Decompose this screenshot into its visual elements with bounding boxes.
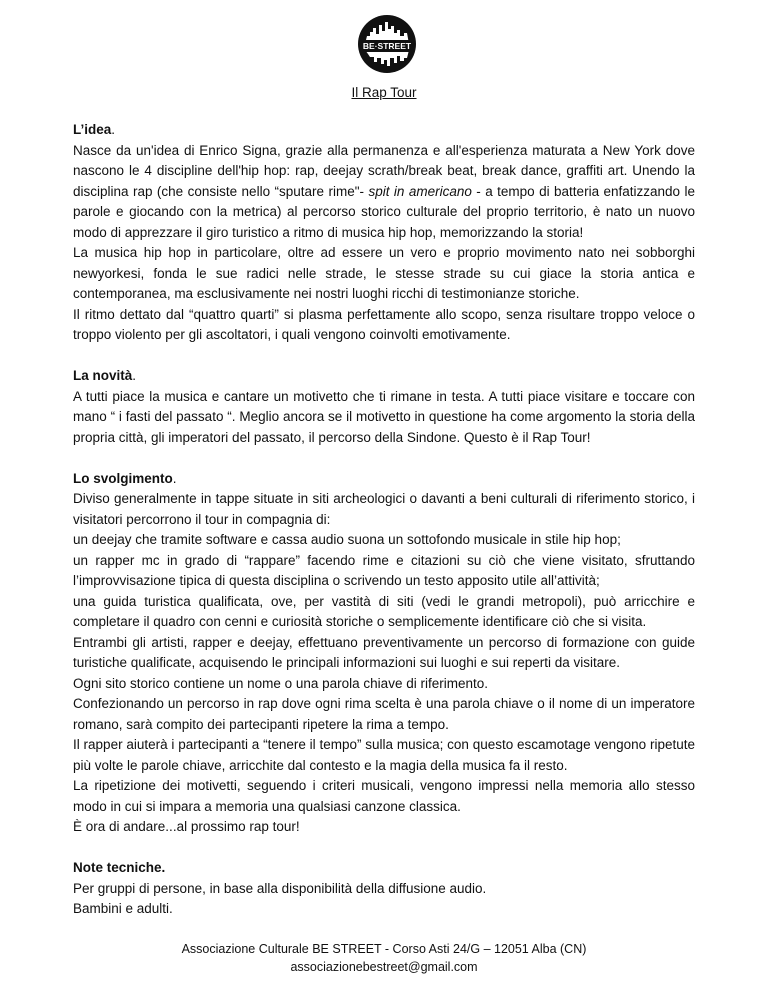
note-paragraph-1: Per gruppi di persone, in base alla disponibilità della diffusione audio.: [73, 880, 487, 896]
svolgimento-paragraph: un rapper mc in grado di “rappare” facendo rime e citazioni su ciò che viene visitato, sfruttando l’improvvisazione tipica di questa disciplina o scrivendo un testo apposito utile all’attività;: [73, 552, 695, 588]
svolgimento-paragraph: una guida turistica qualificata, ove, per vastità di siti (vedi le grandi metropoli), può arricchire e completare il quadro con cenni e curiosità storiche o semplicemente identificare ciò che si visita.: [73, 593, 695, 629]
novita-paragraph-1: A tutti piace la musica e cantare un motivetto che ti rimane in testa. A tutti piace visitare e toccare con mano “ i fasti del passato “. Meglio ancora se il motivetto in questione ha come argomento la storia della propria città, gli imperatori del passato, il percorso della Sindone. Questo è il Rap Tour!: [73, 388, 695, 445]
note-paragraph-2: Bambini e adulti.: [73, 901, 173, 916]
svolgimento-paragraph: La ripetizione dei motivetti, seguendo i criteri musicali, vengono impressi nella memoria allo stesso modo in cui si impara a memoria una qualsiasi canzone classica.: [73, 778, 695, 814]
footer-address: Associazione Culturale BE STREET - Corso Asti 24/G – 12051 Alba (CN): [181, 942, 587, 956]
document-body: L’idea. Nasce da un'idea di Enrico Signa, grazie alla permanenza e all'esperienza maturata a New York dove nascono le 4 discipline dell'hip hop: rap, deejay scrath/break beat, break dance, graffiti art. Unendo la disciplina rap (che consiste nello “sputare rime"- spit in americano - a tempo di batteria enfatizzando le parole e giocando con la metrica) al percorso storico culturale del proprio territorio, è nato un nuovo modo di apprezzare il giro turistico a ritmo di musica hip hop, memorizzando la storia! La musica hip hop in particolare, oltre ad essere un vero e proprio movimento nato nei sobborghi newyorkesi, fonda le sue radici nelle strade, le stesse strade su cui giace la storia antica e contemporanea, ma esclusivamente nei nostri luoghi ricchi di testimonianze storiche. Il ritmo dettato dal “quattro quarti” si plasma perfettamente allo scopo, senza risultare troppo veloce o troppo violento per gli ascoltatori, i quali vengono coinvolti emotivamente. La novità. A tutti piace la musica e cantare un motivetto che ti rimane in testa. A tutti piace visitare e toccare con mano “ i fasti del passato “. Meglio ancora se il motivetto in questione ha come argomento la storia della propria città, gli imperatori del passato, il percorso della Sindone. Questo è il Rap Tour! Lo svolgimento. Diviso generalmente in tappe situate in siti archeologici o davanti a beni culturali di riferimento storico, i visitatori percorrono il tour in compagnia di: un deejay che tramite software e cassa audio suona un sottofondo musicale in stile hip hop; un rapper mc in grado di “rappare” facendo rime e citazioni su ciò che viene visitato, sfruttando l’improvvisazione tipica di questa disciplina o scrivendo un testo apposito utile all’attività; una guida turistica qualificata, ove, per vastità di siti (vedi le grandi metropoli), può arricchire e completare il quadro con cenni e curiosità storiche o semplicemente identificare ciò che si visita. Entrambi gli artisti, rapper e deejay, effettuano preventivamente un percorso di formazione con guide turistiche qualificate, acquisendo le principali informazioni sui luoghi e sui reperti da visitare. Ogni sito storico contiene un nome o una parola chiave di riferimento. Confezionando un percorso in rap dove ogni rima scelta è una parola chiave o il nome di un imperatore romano, sarà compito dei partecipanti ripetere la rima a tempo. Il rapper aiuterà i partecipanti a “tenere il tempo” sulla musica; con questo escamotage vengono ripetute più volte le parole chiave, arricchite dal contesto e la magia della musica fa il resto. La ripetizione dei motivetti, seguendo i criteri musicali, vengono impressi nella memoria allo stesso modo in cui si impara a memoria una qualsiasi canzone classica. È ora di andare...al prossimo rap tour! Note tecniche. Per gruppi di persone, in base alla disponibilità della diffusione audio. Bambini e adulti.: [73, 120, 695, 920]
idea-paragraph-1: [73, 141, 695, 244]
svolgimento-paragraph: un deejay che tramite software e cassa audio suona un sottofondo musicale in stile hip hop;: [73, 532, 621, 547]
idea-paragraph-2: La musica hip hop in particolare, oltre ad essere un vero e proprio movimento nato nei sobborghi newyorkesi, fonda le sue radici nelle strade, le stesse strade su cui giace la storia antica e contemporanea, ma esclusivamente nei nostri luoghi ricchi di testimonianze storiche.: [73, 245, 695, 301]
svolgimento-paragraph: Il rapper aiuterà i partecipanti a “tenere il tempo” sulla musica; con questo escamotage vengono ripetute più volte le parole chiave, arricchite dal contesto e la magia della musica fa il resto.: [73, 737, 695, 773]
logo-text: BE·STREET: [362, 41, 412, 51]
svolgimento-paragraph: È ora di andare...al prossimo rap tour!: [73, 819, 300, 834]
svolgimento-paragraph: Diviso generalmente in tappe situate in siti archeologici o davanti a beni culturali di riferimento storico, i visitatori percorrono il tour in compagnia di:: [73, 491, 695, 527]
section-heading-idea: L’idea: [73, 122, 112, 137]
svolgimento-paragraph: Entrambi gli artisti, rapper e deejay, effettuano preventivamente un percorso di formazione con guide turistiche qualificate, acquisendo le principali informazioni sui luoghi e sui reperti da visitare.: [73, 634, 695, 670]
idea-text-part1: Nasce da un'idea di Enrico Signa, grazie alla permanenza e all'esperienza maturata a New York dove nascono le 4 discipline dell'hip hop: rap, deejay scrath/break beat, break dance, graffiti art. Unendo la disciplina rap (che consiste nello “sputare rime"-: [73, 142, 695, 199]
footer-email: associazionebestreet@gmail.com: [290, 960, 478, 974]
be-street-logo: [357, 14, 417, 74]
section-heading-novita: La novità: [73, 368, 133, 383]
idea-text-part2: - a tempo di batteria enfatizzando le parole e giocando con la metrica) al percorso storico culturale del proprio territorio, è nato un nuovo modo di apprezzare il giro turistico a ritmo di musica hip hop, memorizzando la storia!: [73, 183, 695, 240]
idea-paragraph-3: Il ritmo dettato dal “quattro quarti” si plasma perfettamente allo scopo, senza risultare troppo veloce o troppo violento per gli ascoltatori, i quali vengono coinvolti emotivamente.: [73, 306, 695, 342]
idea-text-italic: spit in americano: [368, 183, 472, 199]
svolgimento-paragraph: Ogni sito storico contiene un nome o una parola chiave di riferimento.: [73, 675, 488, 691]
svolgimento-paragraph: Confezionando un percorso in rap dove ogni rima scelta è una parola chiave o il nome di un imperatore romano, sarà compito dei partecipanti ripetere la rima a tempo.: [73, 696, 695, 732]
section-heading-svolgimento: Lo svolgimento: [73, 470, 173, 486]
document-title: Il Rap Tour: [351, 85, 417, 100]
section-heading-note: Note tecniche.: [73, 860, 166, 875]
page-footer: [0, 940, 768, 976]
